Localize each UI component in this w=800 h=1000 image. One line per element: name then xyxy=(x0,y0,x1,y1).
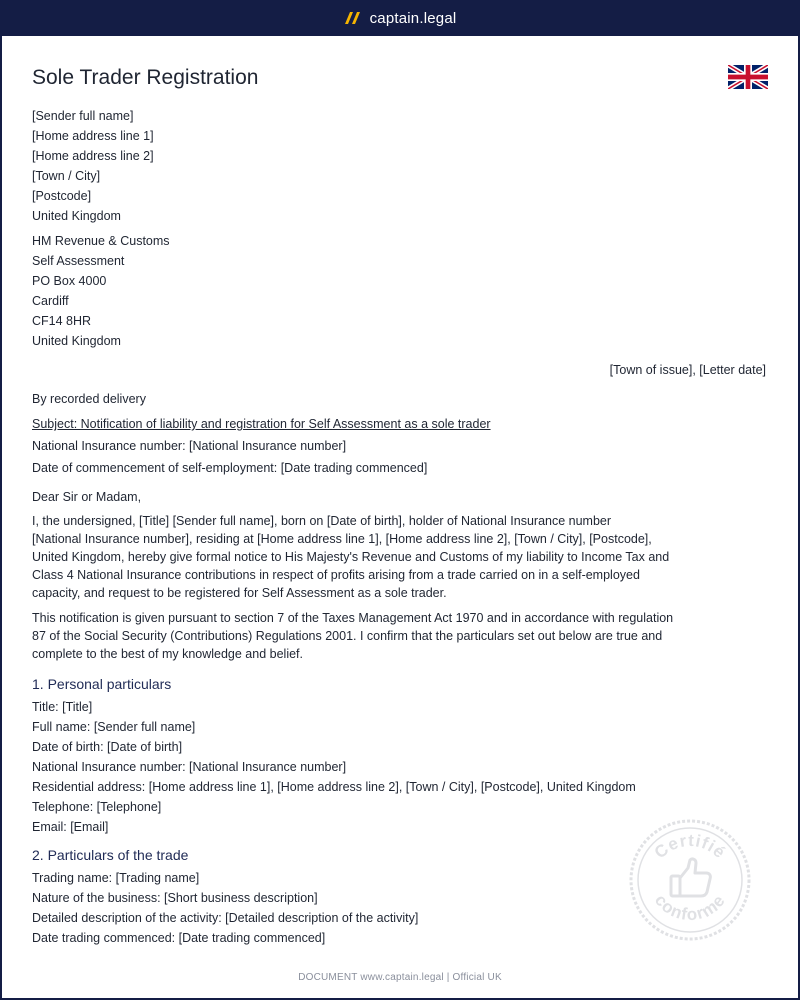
paragraph-line: I, the undersigned, [Title] [Sender full name], born on [Date of birth], holder of National Insurance number xyxy=(32,514,612,528)
paragraph-line: capacity, and request to be registered for Self Assessment as a sole trader. xyxy=(32,586,447,600)
document-title: Sole Trader Registration xyxy=(32,66,259,89)
paragraph-1 xyxy=(32,512,768,602)
particular-line: National Insurance number: [National Insurance number] xyxy=(32,760,347,774)
sender-address-line: United Kingdom xyxy=(32,209,121,223)
recipient-address-line: HM Revenue & Customs xyxy=(32,234,170,248)
paragraph-line: complete to the best of my knowledge and belief. xyxy=(32,647,303,661)
section-heading-personal: 1. Personal particulars xyxy=(32,676,172,692)
particular-line: Nature of the business: [Short business description] xyxy=(32,891,318,905)
paragraph-line: 87 of the Social Security (Contributions) Regulations 2001. I confirm that the particulars set out below are true and xyxy=(32,629,663,643)
particular-line: Detailed description of the activity: [Detailed description of the activity] xyxy=(32,911,419,925)
paragraph-line: [National Insurance number], residing at [Home address line 1], [Home address line 2], [Town / City], [Postcode], xyxy=(32,532,652,546)
thumbs-up-icon xyxy=(671,859,710,896)
ni-number-line: National Insurance number: [National Insurance number] xyxy=(32,439,347,453)
recipient-address xyxy=(32,231,768,351)
recipient-address-line: Cardiff xyxy=(32,294,69,308)
recipient-address-line: CF14 8HR xyxy=(32,314,92,328)
recipient-address-line: Self Assessment xyxy=(32,254,125,268)
section-heading-trade: 2. Particulars of the trade xyxy=(32,847,189,863)
particular-line: Title: [Title] xyxy=(32,700,93,714)
stamp-bottom-text: conforme xyxy=(650,890,730,925)
particular-line: Telephone: [Telephone] xyxy=(32,800,162,814)
recipient-address-line: United Kingdom xyxy=(32,334,121,348)
particular-line: Residential address: [Home address line 1], [Home address line 2], [Town / City], [Postcode], United Kingdom xyxy=(32,780,636,794)
sender-address-line: [Town / City] xyxy=(32,169,101,183)
letter-body xyxy=(32,62,768,948)
particular-line: Trading name: [Trading name] xyxy=(32,871,200,885)
brand-name[interactable]: captain.legal xyxy=(369,9,457,27)
sender-address-line: [Sender full name] xyxy=(32,109,134,123)
sender-address-line: [Home address line 1] xyxy=(32,129,154,143)
paragraph-line: United Kingdom, hereby give formal notice to His Majesty's Revenue and Customs of my liability to Income Tax and xyxy=(32,550,670,564)
sender-address-line: [Home address line 2] xyxy=(32,149,154,163)
particular-line: Date trading commenced: [Date trading commenced] xyxy=(32,931,326,945)
recipient-address-line: PO Box 4000 xyxy=(32,274,107,288)
top-bar xyxy=(0,0,800,36)
salutation: Dear Sir or Madam, xyxy=(32,490,142,504)
sender-address xyxy=(32,106,768,226)
personal-particulars xyxy=(32,697,768,837)
particular-line: Full name: [Sender full name] xyxy=(32,720,196,734)
delivery-method: By recorded delivery xyxy=(32,392,146,406)
footer: DOCUMENT www.captain.legal | Official UK xyxy=(298,972,502,983)
paragraph-line: This notification is given pursuant to section 7 of the Taxes Management Act 1970 and in accordance with regulation xyxy=(32,611,674,625)
particular-line: Email: [Email] xyxy=(32,820,109,834)
captain-logo-icon xyxy=(344,11,362,25)
subject-line: Subject: Notification of liability and registration for Self Assessment as a sole trader xyxy=(32,417,491,431)
stamp-top-text: Certifié xyxy=(650,830,730,863)
certified-stamp xyxy=(628,818,752,942)
place-and-date: [Town of issue], [Letter date] xyxy=(609,363,766,377)
paragraph-2 xyxy=(32,609,768,663)
particular-line: Date of birth: [Date of birth] xyxy=(32,740,183,754)
paragraph-line: Class 4 National Insurance contributions in respect of profits arising from a trade carried on in a self-employed xyxy=(32,568,640,582)
sender-address-line: [Postcode] xyxy=(32,189,92,203)
commencement-date-line: Date of commencement of self-employment: [Date trading commenced] xyxy=(32,461,428,475)
